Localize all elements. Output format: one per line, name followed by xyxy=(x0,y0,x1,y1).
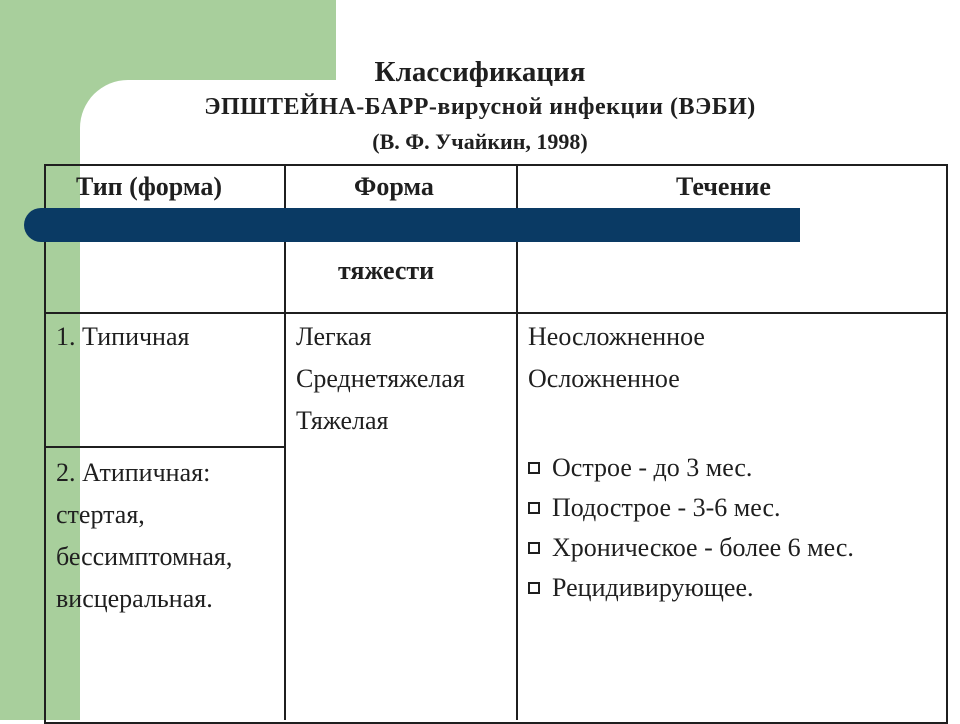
table-divider-col-2 xyxy=(516,164,518,720)
type-atypical-line-3: бессимптомная, xyxy=(56,542,233,571)
course-bullet-text: Хроническое - более 6 мес. xyxy=(552,533,854,562)
severity-item: Тяжелая xyxy=(296,406,389,435)
severity-list xyxy=(296,316,465,442)
table-divider-type-rows xyxy=(44,446,284,448)
title-line-2: ЭПШТЕЙНА-БАРР-вирусной инфекции (ВЭБИ) xyxy=(204,94,756,120)
type-typical-line: 1. Типичная xyxy=(56,322,190,351)
header-course: Течение xyxy=(676,172,771,201)
course-bullet-text: Острое - до 3 мес. xyxy=(552,453,753,482)
decorative-navy-band xyxy=(24,208,800,242)
course-plain-item: Осложненное xyxy=(528,364,680,393)
type-atypical-line-2: стертая, xyxy=(56,500,145,529)
course-plain-list xyxy=(528,316,705,400)
course-bullet-item xyxy=(528,488,854,528)
type-atypical-line-1: 2. Атипичная: xyxy=(56,458,211,487)
table-divider-header xyxy=(44,312,948,314)
header-severity-bottom: тяжести xyxy=(338,256,435,285)
course-plain-item: Неосложненное xyxy=(528,322,705,351)
type-typical xyxy=(56,316,189,358)
page-title xyxy=(80,52,960,162)
course-bullet-item xyxy=(528,568,854,608)
title-line-1: Классификация xyxy=(374,56,586,88)
type-atypical xyxy=(56,452,232,620)
course-bullet-text: Подострое - 3-6 мес. xyxy=(552,493,781,522)
type-atypical-line-4: висцеральная. xyxy=(56,584,213,613)
course-bullet-text: Рецидивирующее. xyxy=(552,573,754,602)
title-line-3: (В. Ф. Учайкин, 1998) xyxy=(372,129,588,154)
table-divider-col-1 xyxy=(284,164,286,720)
severity-item: Среднетяжелая xyxy=(296,364,465,393)
header-severity-top: Форма xyxy=(354,172,434,201)
header-type: Тип (форма) xyxy=(76,172,223,201)
classification-table xyxy=(44,164,948,724)
checkbox-bullet-icon xyxy=(528,462,540,474)
severity-item: Легкая xyxy=(296,322,372,351)
course-bullet-list xyxy=(528,448,854,608)
checkbox-bullet-icon xyxy=(528,502,540,514)
course-bullet-item xyxy=(528,448,854,488)
checkbox-bullet-icon xyxy=(528,542,540,554)
checkbox-bullet-icon xyxy=(528,582,540,594)
course-bullet-item xyxy=(528,528,854,568)
